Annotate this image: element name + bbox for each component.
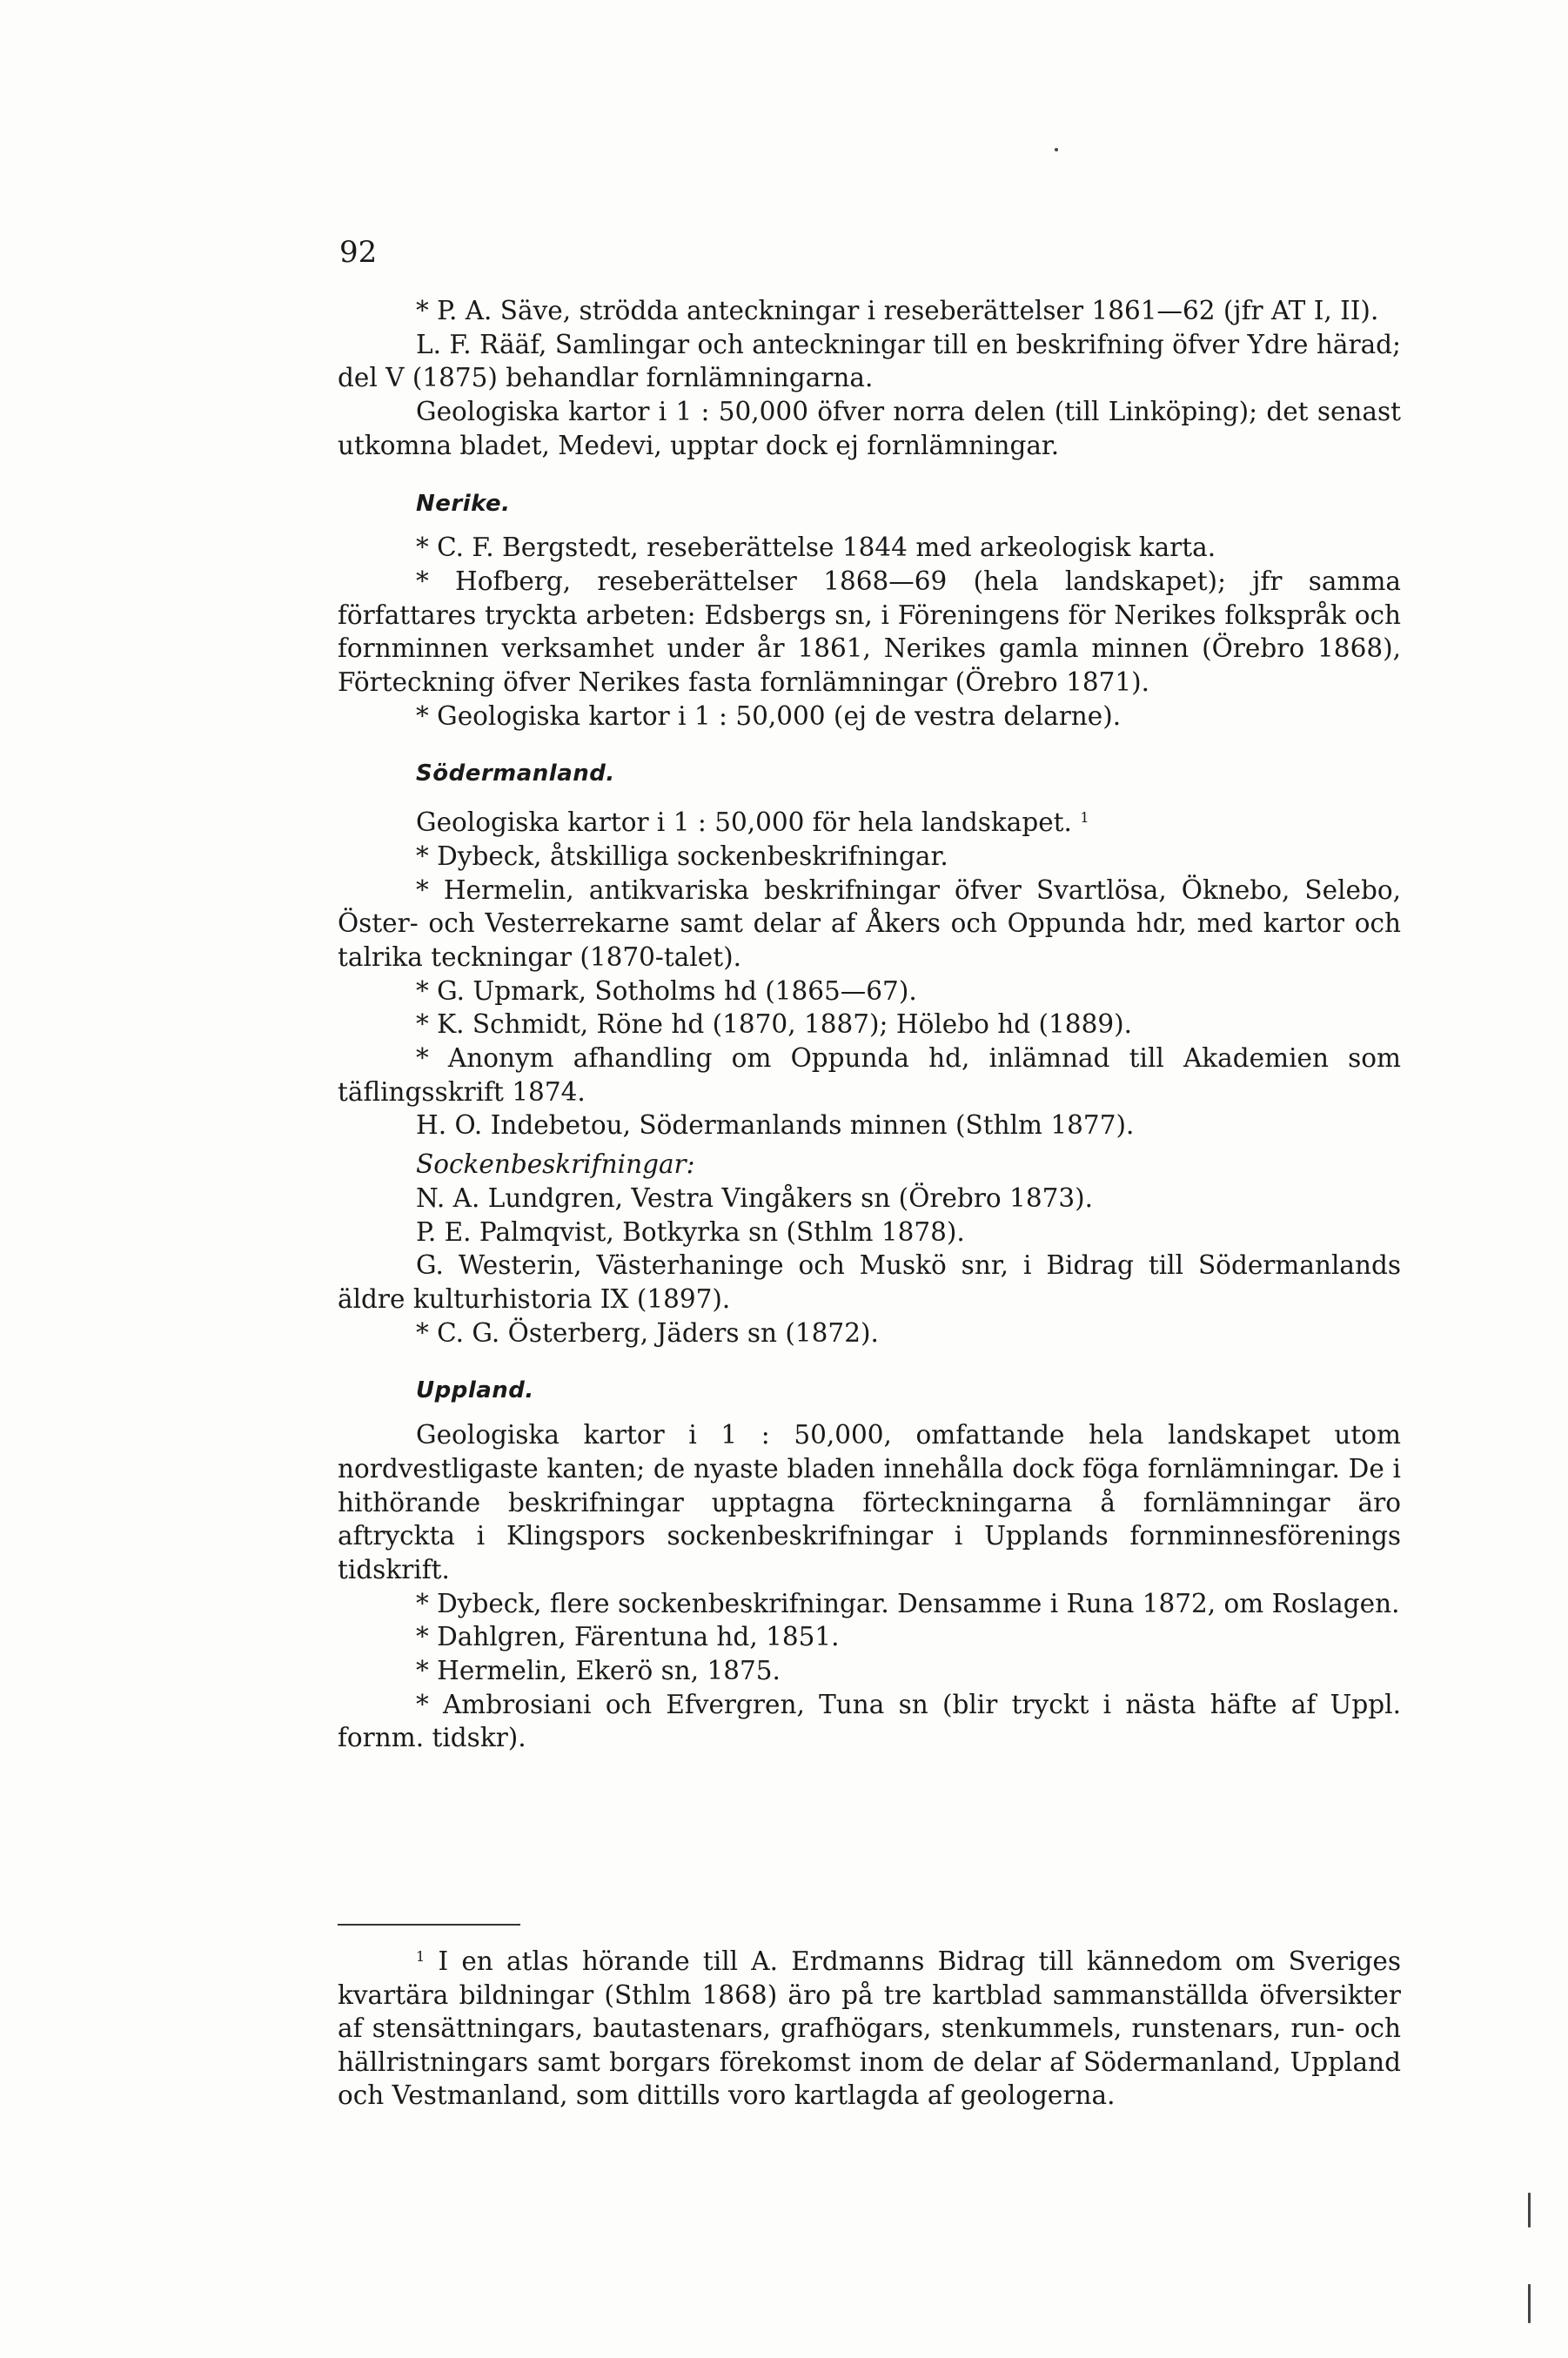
sodermanland-item-schmidt: * K. Schmidt, Röne hd (1870, 1887); Hölebo hd (1889). xyxy=(416,1009,1132,1040)
nerike-item-geologiska: * Geologiska kartor i 1 : 50,000 (ej de vestra delarne). xyxy=(416,700,1122,731)
main-text xyxy=(338,294,1401,1755)
print-speck xyxy=(1528,2284,1531,2323)
uppland-item-geologiska: Geologiska kartor i 1 : 50,000, omfattande hela landskapet utom nordvestligaste kanten; de nyaste bladen innehålla dock föga fornlämningar. De i hithörande beskrifningar upptagna förteckningarna å fornlämningar äro aftryckta i Klingspors sockenbeskrifningar i Upplands fornminnesförenings tidskrift. xyxy=(338,1420,1401,1584)
sodermanland-geologiska-text: Geologiska kartor i 1 : 50,000 för hela landskapet. xyxy=(416,807,1072,838)
nerike-item-hofberg: * Hofberg, reseberättelser 1868—69 (hela landskapet); jfr samma författares tryckta arbeten: Edsbergs sn, i Föreningens för Nerikes folkspråk och fornminnen verksamhet under år 1861, Nerikes gamla minnen (Örebro 1868), Förteckning öfver Nerikes fasta fornlämningar (Örebro 1871). xyxy=(338,566,1401,698)
footnote-text-block xyxy=(338,1940,1401,2113)
sodermanland-item-hermelin: * Hermelin, antikvariska beskrifningar öfver Svartlösa, Öknebo, Selebo, Öster- och Vesterrekarne samt delar af Åkers och Oppunda hdr, med kartor och talrika teckningar (1870-talet). xyxy=(338,874,1401,972)
footnote-text: I en atlas hörande till A. Erdmanns Bidrag till kännedom om Sveriges kvartära bildningar (Sthlm 1868) äro på tre kartblad sammanställda öfversikter af stensättningars, bautastenars, grafhögars, stenkummels, runstenars, run- och hällristningars samt borgars förekomst inom de delar af Södermanland, Uppland och Vestmanland, som dittills voro kartlagda af geologerna. xyxy=(338,1946,1401,2110)
uppland-item-dybeck: * Dybeck, flere sockenbeskrifningar. Densamme i Runa 1872, om Roslagen. xyxy=(416,1588,1400,1618)
heading-nerike: Nerike. xyxy=(416,490,511,517)
footnote-divider xyxy=(338,1924,520,1926)
footnote-reference: 1 xyxy=(1080,809,1089,827)
subheading-sockenbeskrifningar: Sockenbeskrifningar: xyxy=(416,1149,695,1180)
footnote xyxy=(338,1940,1401,2113)
nerike-item-bergstedt: * C. F. Bergstedt, reseberättelse 1844 med arkeologisk karta. xyxy=(416,533,1216,563)
sodermanland-item-geologiska xyxy=(338,801,1401,840)
heading-sodermanland: Södermanland. xyxy=(416,760,615,787)
sodermanland-sub-westerin: G. Westerin, Västerhaninge och Muskö snr, i Bidrag till Södermanlands äldre kulturhistoria IX (1897). xyxy=(338,1250,1401,1314)
sodermanland-item-anonym: * Anonym afhandling om Oppunda hd, inlämnad till Akademien som täflingsskrift 1874. xyxy=(338,1043,1401,1107)
uppland-item-dahlgren: * Dahlgren, Färentuna hd, 1851. xyxy=(416,1622,840,1652)
sodermanland-item-dybeck: * Dybeck, åtskilliga sockenbeskrifningar. xyxy=(416,841,948,871)
sodermanland-sub-palmqvist: P. E. Palmqvist, Botkyrka sn (Sthlm 1878). xyxy=(416,1216,965,1247)
sodermanland-item-indebetou: H. O. Indebetou, Södermanlands minnen (Sthlm 1877). xyxy=(416,1110,1135,1141)
entry-geologiska-ostergotland: Geologiska kartor i 1 : 50,000 öfver norra delen (till Linköping); det senast utkomna bladet, Medevi, upptar dock ej fornlämningar. xyxy=(338,397,1401,460)
uppland-item-hermelin: * Hermelin, Ekerö sn, 1875. xyxy=(416,1656,781,1686)
entry-raaf: L. F. Rääf, Samlingar och anteckningar till en beskrifning öfver Ydre härad; del V (1875) behandlar fornlämningarna. xyxy=(338,329,1401,393)
uppland-item-ambrosiani: * Ambrosiani och Efvergren, Tuna sn (blir tryckt i nästa häfte af Uppl. fornm. tidskr). xyxy=(338,1689,1401,1753)
print-speck xyxy=(1055,148,1058,151)
entry-save: * P. A. Säve, strödda anteckningar i reseberättelser 1861—62 (jfr AT I, II). xyxy=(416,296,1379,325)
footnote-marker: 1 xyxy=(416,1948,426,1965)
page-number: 92 xyxy=(339,235,378,270)
sodermanland-item-upmark: * G. Upmark, Sotholms hd (1865—67). xyxy=(416,975,917,1006)
print-speck xyxy=(1528,2193,1531,2227)
sodermanland-sub-osterberg: * C. G. Österberg, Jäders sn (1872). xyxy=(416,1317,879,1348)
heading-uppland: Uppland. xyxy=(416,1377,534,1404)
sodermanland-sub-lundgren: N. A. Lundgren, Vestra Vingåkers sn (Örebro 1873). xyxy=(416,1182,1094,1213)
